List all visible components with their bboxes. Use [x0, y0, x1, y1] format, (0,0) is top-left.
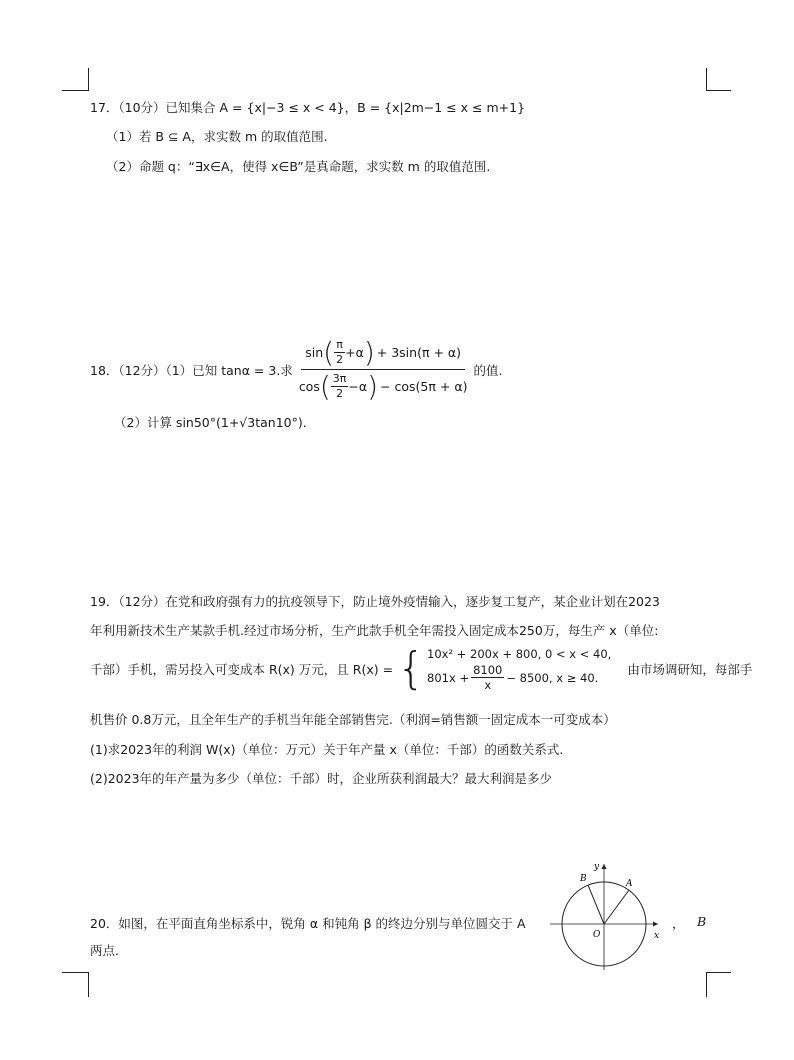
q18-paren-open-1: (: [323, 335, 335, 369]
crop-mark-top-left: [62, 68, 89, 91]
label-b: B: [580, 874, 587, 884]
q18-suffix: 的值.: [473, 362, 503, 378]
q18-stem: [90, 335, 503, 403]
label-a: A: [626, 879, 633, 889]
q20-comma: ，: [672, 916, 685, 931]
q19-line3-prefix: 千部）手机，需另投入可变成本 R(x) 万元，且 R(x) =: [90, 661, 394, 677]
q20-line2: 两点.: [90, 943, 119, 958]
ray-oa: [604, 890, 629, 924]
q18-sin: sin: [305, 344, 324, 360]
q18-denominator: [295, 370, 472, 401]
q19-line3-suffix: 由市场调研知，每部手: [627, 661, 753, 677]
q19-case2-b: − 8500, x ≥ 40.: [506, 670, 599, 685]
q18-paren-open-2: (: [319, 369, 331, 403]
label-o: O: [593, 930, 601, 940]
q19-case2-fraction: [471, 663, 504, 692]
q18-three-pi: 3π: [332, 372, 347, 385]
unit-circle-figure: [544, 858, 664, 978]
y-axis-arrow: [602, 864, 607, 869]
q17-stem: 17．（10分）已知集合 A = {x|−3 ≤ x < 4}，B = {x|2m−1 ≤ x ≤ m+1}: [90, 100, 526, 115]
q19-line1: 19．（12分）在党和政府强有力的抗疫领导下，防止境外疫情输入，逐步复工复产，某企业计划在2023: [90, 594, 660, 609]
q18-part2: （2）计算 sin50°(1+√3tan10°).: [114, 415, 307, 430]
q18-pi-over-2: [334, 338, 345, 367]
q19-line2: 年利用新技术生产某款手机.经过市场分析，生产此款手机全年需投入固定成本250万，每生产 x（单位:: [90, 623, 659, 638]
q18-paren-close-2: ): [367, 369, 379, 403]
q18-main-fraction: [295, 335, 472, 403]
q18-prefix: 18．（12分）（1）已知 tanα = 3.求: [90, 362, 293, 378]
q18-plus-alpha: +α: [345, 344, 364, 360]
q19-case2-num: 8100: [473, 663, 503, 677]
q19-brace: {: [397, 642, 426, 694]
q19-case2: [427, 663, 611, 692]
label-y: y: [594, 862, 600, 872]
q19-cases: [427, 645, 611, 692]
q19-part2: (2)2023年的年产量为多少（单位：千部）时，企业所获利润最大？最大利润是多少: [90, 771, 553, 786]
q18-numerator: [301, 335, 465, 370]
q18-two: 2: [336, 353, 344, 366]
q18-3pi-over-2: [331, 372, 349, 401]
crop-mark-top-right: [706, 68, 731, 91]
q18-minus-alpha: −α: [348, 378, 368, 394]
ray-ob: [588, 885, 604, 924]
q19-case1: 10x² + 200x + 800, 0 < x < 40,: [427, 647, 612, 661]
q17-part1: （1）若 B ⊆ A，求实数 m 的取值范围.: [106, 129, 328, 144]
crop-mark-bottom-right: [706, 972, 731, 997]
q19-line3: [90, 642, 753, 694]
q18-denominator-rest: − cos(5π + α): [380, 378, 468, 394]
q19-case2-den: x: [484, 678, 492, 692]
q18-paren-close-1: ): [363, 335, 375, 369]
crop-mark-bottom-left: [62, 972, 89, 997]
q18-pi: π: [336, 338, 343, 351]
q18-numerator-rest: + 3sin(π + α): [376, 344, 462, 360]
q19-line4: 机售价 0.8万元，且全年生产的手机当年能全部销售完.（利润=销售额一固定成本一可变成本）: [90, 712, 616, 727]
q20-line1: 20．如图，在平面直角坐标系中，锐角 α 和钝角 β 的终边分别与单位圆交于 A: [90, 916, 526, 931]
label-x: x: [654, 931, 660, 941]
q18-two-b: 2: [336, 387, 344, 400]
q19-part1: (1)求2023年的利润 W(x)（单位：万元）关于年产量 x（单位：千部）的函数关系式.: [90, 742, 564, 757]
q20-b-point: B: [697, 914, 707, 929]
q18-cos: cos: [298, 378, 320, 394]
q19-case2-a: 801x +: [427, 670, 470, 685]
x-axis-arrow: [653, 922, 658, 927]
q17-part2: （2）命题 q：“∃x∈A，使得 x∈B”是真命题，求实数 m 的取值范围.: [106, 159, 491, 174]
